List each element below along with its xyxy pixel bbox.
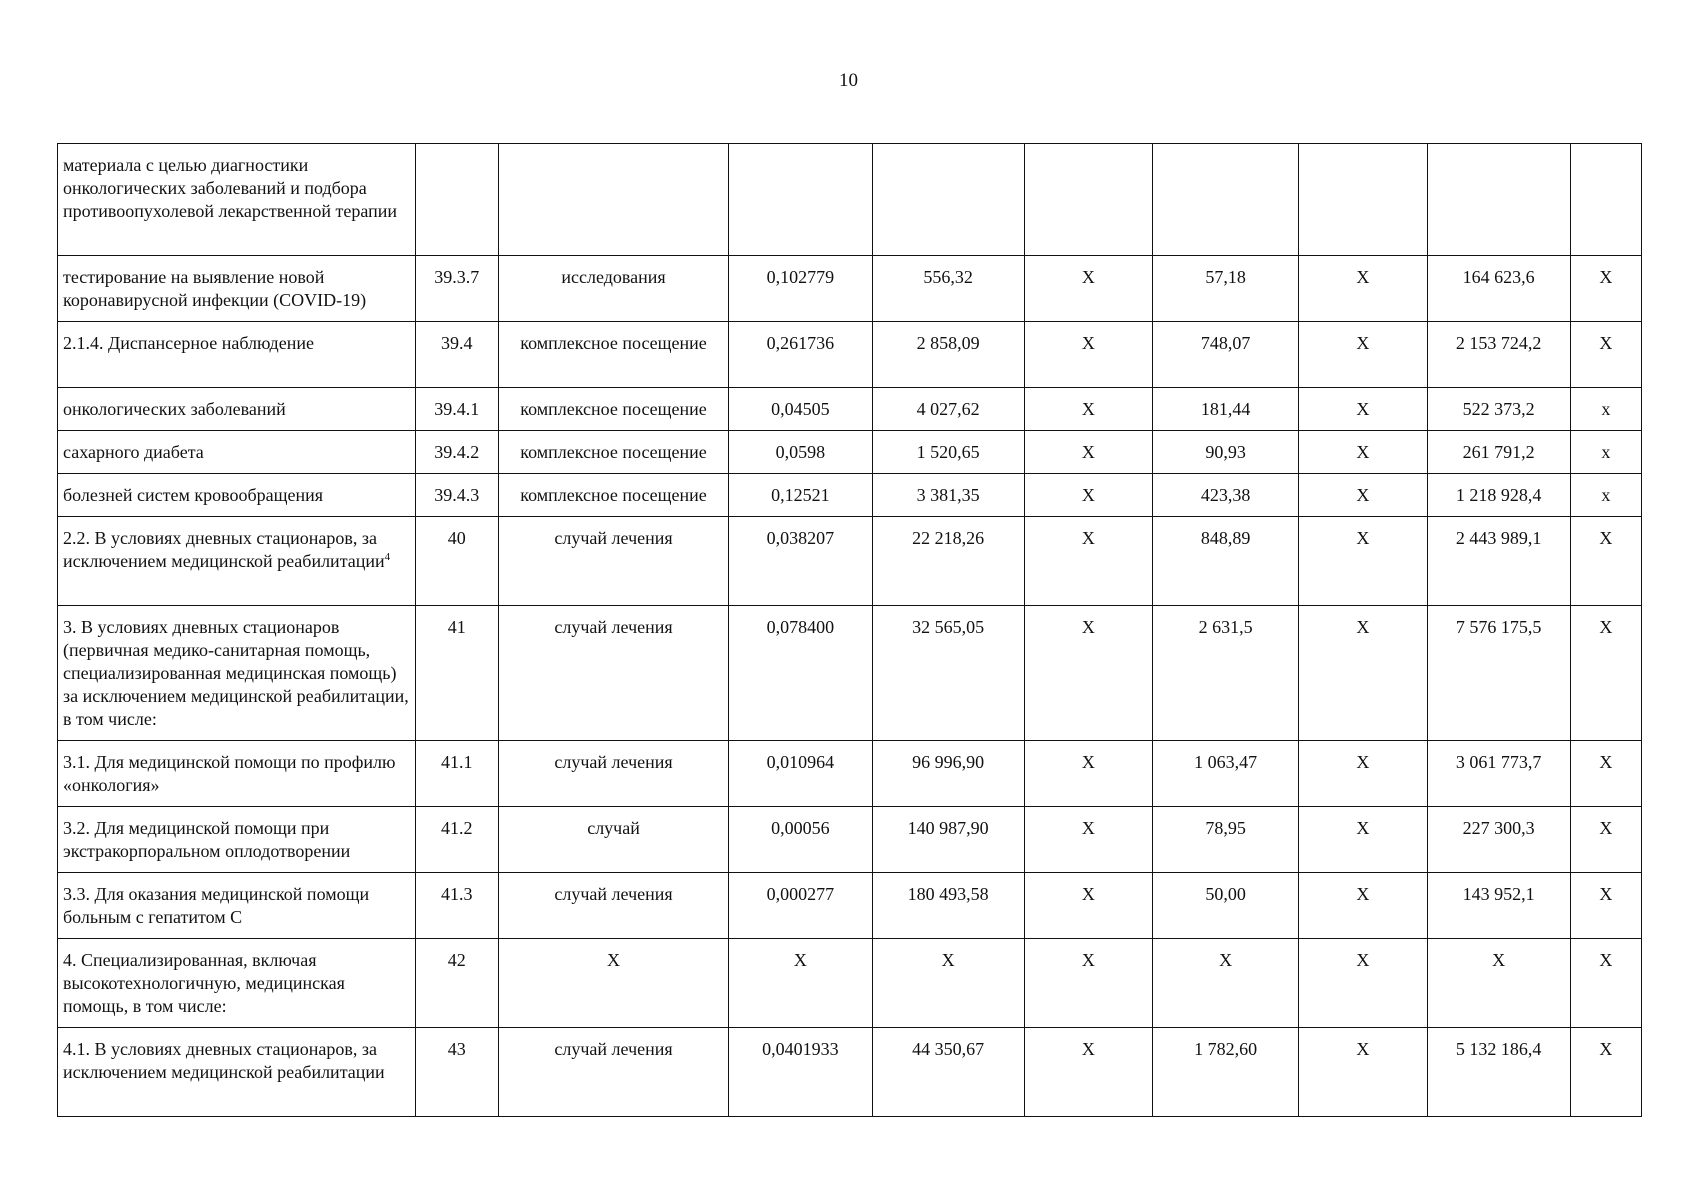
value-cell: X	[1570, 807, 1641, 873]
value-cell: 3 381,35	[872, 474, 1024, 517]
value-cell: 848,89	[1153, 517, 1299, 606]
table-row	[58, 144, 1642, 256]
value-cell: 261 791,2	[1427, 431, 1570, 474]
value-cell: 180 493,58	[872, 873, 1024, 939]
table-row	[58, 517, 1642, 606]
code-cell: 39.4.1	[415, 388, 498, 431]
value-cell: X	[1570, 256, 1641, 322]
unit-cell: случай лечения	[498, 517, 728, 606]
value-cell: X	[1299, 517, 1427, 606]
value-cell: X	[1299, 807, 1427, 873]
table-row	[58, 873, 1642, 939]
value-cell: X	[1024, 431, 1152, 474]
table-row	[58, 431, 1642, 474]
value-cell: x	[1570, 474, 1641, 517]
value-cell: X	[1299, 741, 1427, 807]
value-cell: 2 858,09	[872, 322, 1024, 388]
value-cell: 423,38	[1153, 474, 1299, 517]
value-cell: X	[1570, 322, 1641, 388]
value-cell: 181,44	[1153, 388, 1299, 431]
value-cell: X	[1024, 873, 1152, 939]
value-cell: 2 631,5	[1153, 606, 1299, 741]
value-cell	[1427, 144, 1570, 256]
value-cell: 7 576 175,5	[1427, 606, 1570, 741]
table-row	[58, 1028, 1642, 1117]
row-name-cell: 3. В условиях дневных стационаров (первичная медико-санитарная помощь, специализированная медицинская помощь) за исключением медицинской реабилитации, в том числе:	[58, 606, 416, 741]
code-cell: 41.2	[415, 807, 498, 873]
unit-cell: исследования	[498, 256, 728, 322]
value-cell: 0,078400	[729, 606, 872, 741]
value-cell: X	[1153, 939, 1299, 1028]
row-name-cell: 3.3. Для оказания медицинской помощи больным с гепатитом С	[58, 873, 416, 939]
value-cell: 5 132 186,4	[1427, 1028, 1570, 1117]
value-cell: 0,102779	[729, 256, 872, 322]
value-cell: 90,93	[1153, 431, 1299, 474]
value-cell: X	[1024, 939, 1152, 1028]
value-cell: 22 218,26	[872, 517, 1024, 606]
value-cell	[1024, 144, 1152, 256]
unit-cell: комплексное посещение	[498, 388, 728, 431]
row-name-cell: 4.1. В условиях дневных стационаров, за исключением медицинской реабилитации	[58, 1028, 416, 1117]
value-cell: X	[1299, 873, 1427, 939]
value-cell: 1 063,47	[1153, 741, 1299, 807]
value-cell: X	[1024, 741, 1152, 807]
value-cell	[729, 144, 872, 256]
value-cell: 32 565,05	[872, 606, 1024, 741]
value-cell: X	[1024, 322, 1152, 388]
value-cell: X	[1024, 256, 1152, 322]
code-cell: 40	[415, 517, 498, 606]
value-cell: X	[1299, 474, 1427, 517]
table-row	[58, 741, 1642, 807]
value-cell: 227 300,3	[1427, 807, 1570, 873]
unit-cell: комплексное посещение	[498, 322, 728, 388]
value-cell: 78,95	[1153, 807, 1299, 873]
value-cell: x	[1570, 431, 1641, 474]
code-cell: 42	[415, 939, 498, 1028]
code-cell: 39.4.2	[415, 431, 498, 474]
value-cell: X	[1024, 388, 1152, 431]
value-cell: X	[1299, 322, 1427, 388]
value-cell: 2 443 989,1	[1427, 517, 1570, 606]
value-cell: X	[1024, 517, 1152, 606]
row-name-cell: 3.1. Для медицинской помощи по профилю «онкология»	[58, 741, 416, 807]
unit-cell: случай лечения	[498, 606, 728, 741]
table-row	[58, 256, 1642, 322]
value-cell: x	[1570, 388, 1641, 431]
row-name-text: 2.2. В условиях дневных стационаров, за исключением медицинской реабилитации	[63, 528, 385, 571]
value-cell: X	[1024, 474, 1152, 517]
value-cell	[1299, 144, 1427, 256]
code-cell	[415, 144, 498, 256]
row-name-cell: 3.2. Для медицинской помощи при экстракорпоральном оплодотворении	[58, 807, 416, 873]
row-name-cell	[58, 517, 416, 606]
value-cell: X	[1024, 807, 1152, 873]
value-cell: 50,00	[1153, 873, 1299, 939]
value-cell: 1 218 928,4	[1427, 474, 1570, 517]
value-cell: 1 782,60	[1153, 1028, 1299, 1117]
value-cell: 0,010964	[729, 741, 872, 807]
table-row	[58, 939, 1642, 1028]
value-cell: X	[1570, 741, 1641, 807]
value-cell	[1153, 144, 1299, 256]
value-cell: X	[1570, 517, 1641, 606]
value-cell: 3 061 773,7	[1427, 741, 1570, 807]
row-name-cell: болезней систем кровообращения	[58, 474, 416, 517]
value-cell	[872, 144, 1024, 256]
value-cell: X	[1299, 1028, 1427, 1117]
data-table	[57, 143, 1642, 1117]
value-cell	[1570, 144, 1641, 256]
unit-cell: случай лечения	[498, 741, 728, 807]
value-cell: X	[1427, 939, 1570, 1028]
value-cell: X	[1299, 388, 1427, 431]
value-cell: X	[1299, 939, 1427, 1028]
row-name-cell: 4. Специализированная, включая высокотехнологичную, медицинская помощь, в том числе:	[58, 939, 416, 1028]
value-cell: 748,07	[1153, 322, 1299, 388]
value-cell: X	[1024, 1028, 1152, 1117]
value-cell: 143 952,1	[1427, 873, 1570, 939]
code-cell: 39.4	[415, 322, 498, 388]
value-cell: X	[872, 939, 1024, 1028]
code-cell: 41.1	[415, 741, 498, 807]
code-cell: 41	[415, 606, 498, 741]
value-cell: 140 987,90	[872, 807, 1024, 873]
value-cell: X	[1570, 873, 1641, 939]
unit-cell: комплексное посещение	[498, 474, 728, 517]
table-row	[58, 388, 1642, 431]
value-cell: X	[729, 939, 872, 1028]
footnote-marker: 4	[384, 551, 391, 563]
value-cell: 522 373,2	[1427, 388, 1570, 431]
value-cell: 0,0401933	[729, 1028, 872, 1117]
value-cell: 0,12521	[729, 474, 872, 517]
table-row	[58, 322, 1642, 388]
row-name-cell: материала с целью диагностики онкологических заболеваний и подбора противоопухолевой лекарственной терапии	[58, 144, 416, 256]
value-cell: X	[1570, 606, 1641, 741]
code-cell: 43	[415, 1028, 498, 1117]
page-number: 10	[839, 70, 858, 91]
value-cell: 556,32	[872, 256, 1024, 322]
value-cell: X	[1570, 1028, 1641, 1117]
table-row	[58, 606, 1642, 741]
value-cell: 1 520,65	[872, 431, 1024, 474]
value-cell: X	[1024, 606, 1152, 741]
code-cell: 39.4.3	[415, 474, 498, 517]
table-row	[58, 474, 1642, 517]
value-cell: X	[1299, 606, 1427, 741]
value-cell: 0,038207	[729, 517, 872, 606]
table-row	[58, 807, 1642, 873]
value-cell: 0,00056	[729, 807, 872, 873]
unit-cell: случай лечения	[498, 873, 728, 939]
code-cell: 39.3.7	[415, 256, 498, 322]
value-cell: 0,0598	[729, 431, 872, 474]
unit-cell: случай	[498, 807, 728, 873]
row-name-cell: тестирование на выявление новой коронавирусной инфекции (COVID-19)	[58, 256, 416, 322]
row-name-cell: 2.1.4. Диспансерное наблюдение	[58, 322, 416, 388]
value-cell: 0,000277	[729, 873, 872, 939]
value-cell: 2 153 724,2	[1427, 322, 1570, 388]
value-cell: 164 623,6	[1427, 256, 1570, 322]
value-cell: 0,261736	[729, 322, 872, 388]
value-cell: 57,18	[1153, 256, 1299, 322]
value-cell: 4 027,62	[872, 388, 1024, 431]
row-name-cell: сахарного диабета	[58, 431, 416, 474]
unit-cell	[498, 144, 728, 256]
code-cell: 41.3	[415, 873, 498, 939]
value-cell: X	[1570, 939, 1641, 1028]
unit-cell: случай лечения	[498, 1028, 728, 1117]
value-cell: 44 350,67	[872, 1028, 1024, 1117]
value-cell: 96 996,90	[872, 741, 1024, 807]
value-cell: X	[1299, 256, 1427, 322]
value-cell: 0,04505	[729, 388, 872, 431]
value-cell: X	[1299, 431, 1427, 474]
unit-cell: X	[498, 939, 728, 1028]
row-name-cell: онкологических заболеваний	[58, 388, 416, 431]
unit-cell: комплексное посещение	[498, 431, 728, 474]
